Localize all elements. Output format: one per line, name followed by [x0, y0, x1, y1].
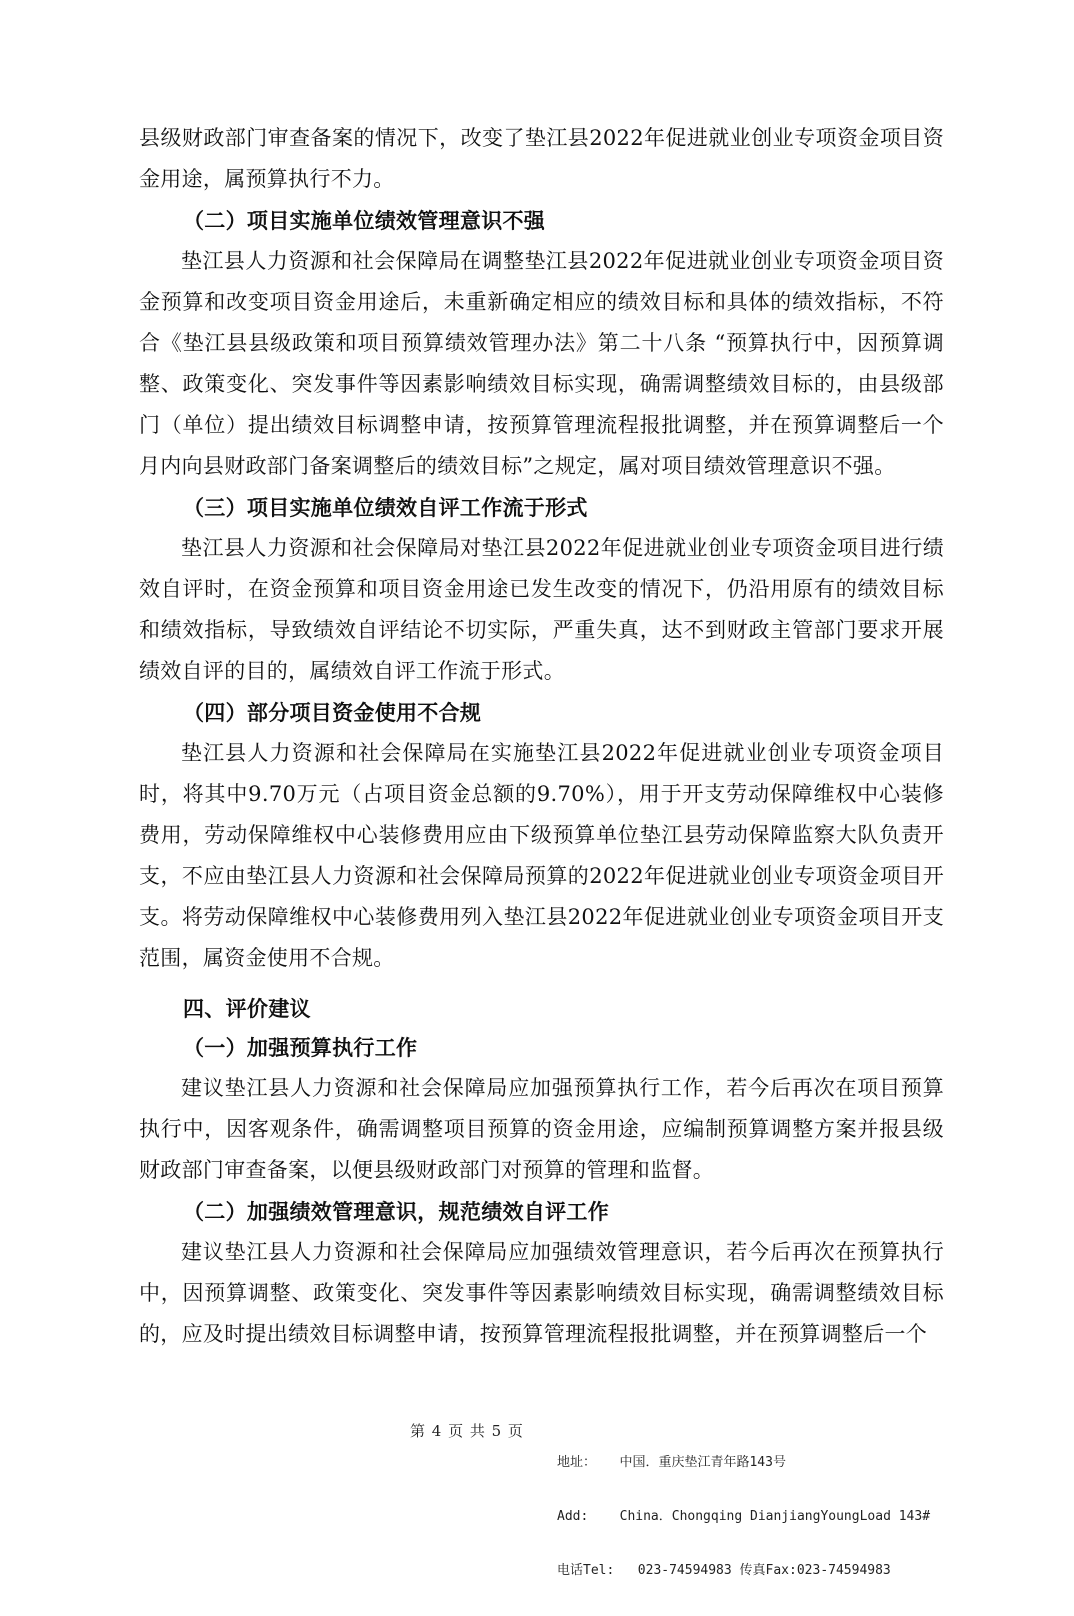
- document-body: [139, 118, 944, 1355]
- page-footer: [0, 1414, 1074, 1578]
- address-chinese: 地址： 中国．重庆垫江青年路143号: [557, 1455, 786, 1470]
- page-number: 第 4 页 共 5 页: [410, 1422, 524, 1440]
- paragraph-budget-execution-conclusion: 县级财政部门审查备案的情况下，改变了垫江县2022年促进就业创业专项资金项目资金用途，属预算执行不力。: [139, 126, 944, 191]
- heading-strengthen-performance-management: （二）加强绩效管理意识，规范绩效自评工作: [183, 1199, 609, 1224]
- heading-self-evaluation-formality: （三）项目实施单位绩效自评工作流于形式: [183, 495, 588, 520]
- heading-performance-awareness: （二）项目实施单位绩效管理意识不强: [183, 208, 546, 233]
- phone-fax: 电话Tel: 023-74594983 传真Fax:023-74594983: [557, 1563, 891, 1578]
- paragraph-performance-awareness: 垫江县人力资源和社会保障局在调整垫江县2022年促进就业创业专项资金项目资金预算和改变项目资金用途后，未重新确定相应的绩效目标和具体的绩效指标，不符合《垫江县县级政策和项目预算绩效管理办法》第二十八条 “预算执行中，因预算调整、政策变化、突发事件等因素影响绩效目标实现，确需调整绩效目标的，由县级部门（单位）提出绩效目标调整申请，按预算管理流程报批调整，并在预算调整后一个月内向县财政部门备案调整后的绩效目标”之规定，属对项目绩效管理意识不强。: [139, 249, 944, 478]
- address-english: Add: China．Chongqing DianjiangYoungLoad 143#: [557, 1509, 931, 1524]
- contact-block: [557, 1418, 930, 1616]
- heading-strengthen-budget-execution: （一）加强预算执行工作: [183, 1035, 418, 1060]
- paragraph-strengthen-performance-management: 建议垫江县人力资源和社会保障局应加强绩效管理意识，若今后再次在预算执行中，因预算调整、政策变化、突发事件等因素影响绩效目标实现，确需调整绩效目标的，应及时提出绩效目标调整申请，按预算管理流程报批调整，并在预算调整后一个: [139, 1240, 944, 1346]
- paragraph-strengthen-budget-execution: 建议垫江县人力资源和社会保障局应加强预算执行工作，若今后再次在项目预算执行中，因客观条件，确需调整项目预算的资金用途，应编制预算调整方案并报县级财政部门审查备案，以便县级财政部门对预算的管理和监督。: [139, 1076, 944, 1182]
- heading-fund-noncompliance: （四）部分项目资金使用不合规: [183, 700, 482, 725]
- paragraph-self-evaluation-formality: 垫江县人力资源和社会保障局对垫江县2022年促进就业创业专项资金项目进行绩效自评时，在资金预算和项目资金用途已发生改变的情况下，仍沿用原有的绩效目标和绩效指标，导致绩效自评结论不切实际，严重失真，达不到财政主管部门要求开展绩效自评的目的，属绩效自评工作流于形式。: [139, 536, 944, 683]
- section-heading-evaluation-suggestions: 四、评价建议: [183, 996, 311, 1021]
- paragraph-fund-noncompliance: 垫江县人力资源和社会保障局在实施垫江县2022年促进就业创业专项资金项目时，将其中9.70万元（占项目资金总额的9.70%），用于开支劳动保障维权中心装修费用，劳动保障维权中心装修费用应由下级预算单位垫江县劳动保障监察大队负责开支，不应由垫江县人力资源和社会保障局预算的2022年促进就业创业专项资金项目开支。将劳动保障维权中心装修费用列入垫江县2022年促进就业创业专项资金项目开支范围，属资金使用不合规。: [139, 741, 944, 970]
